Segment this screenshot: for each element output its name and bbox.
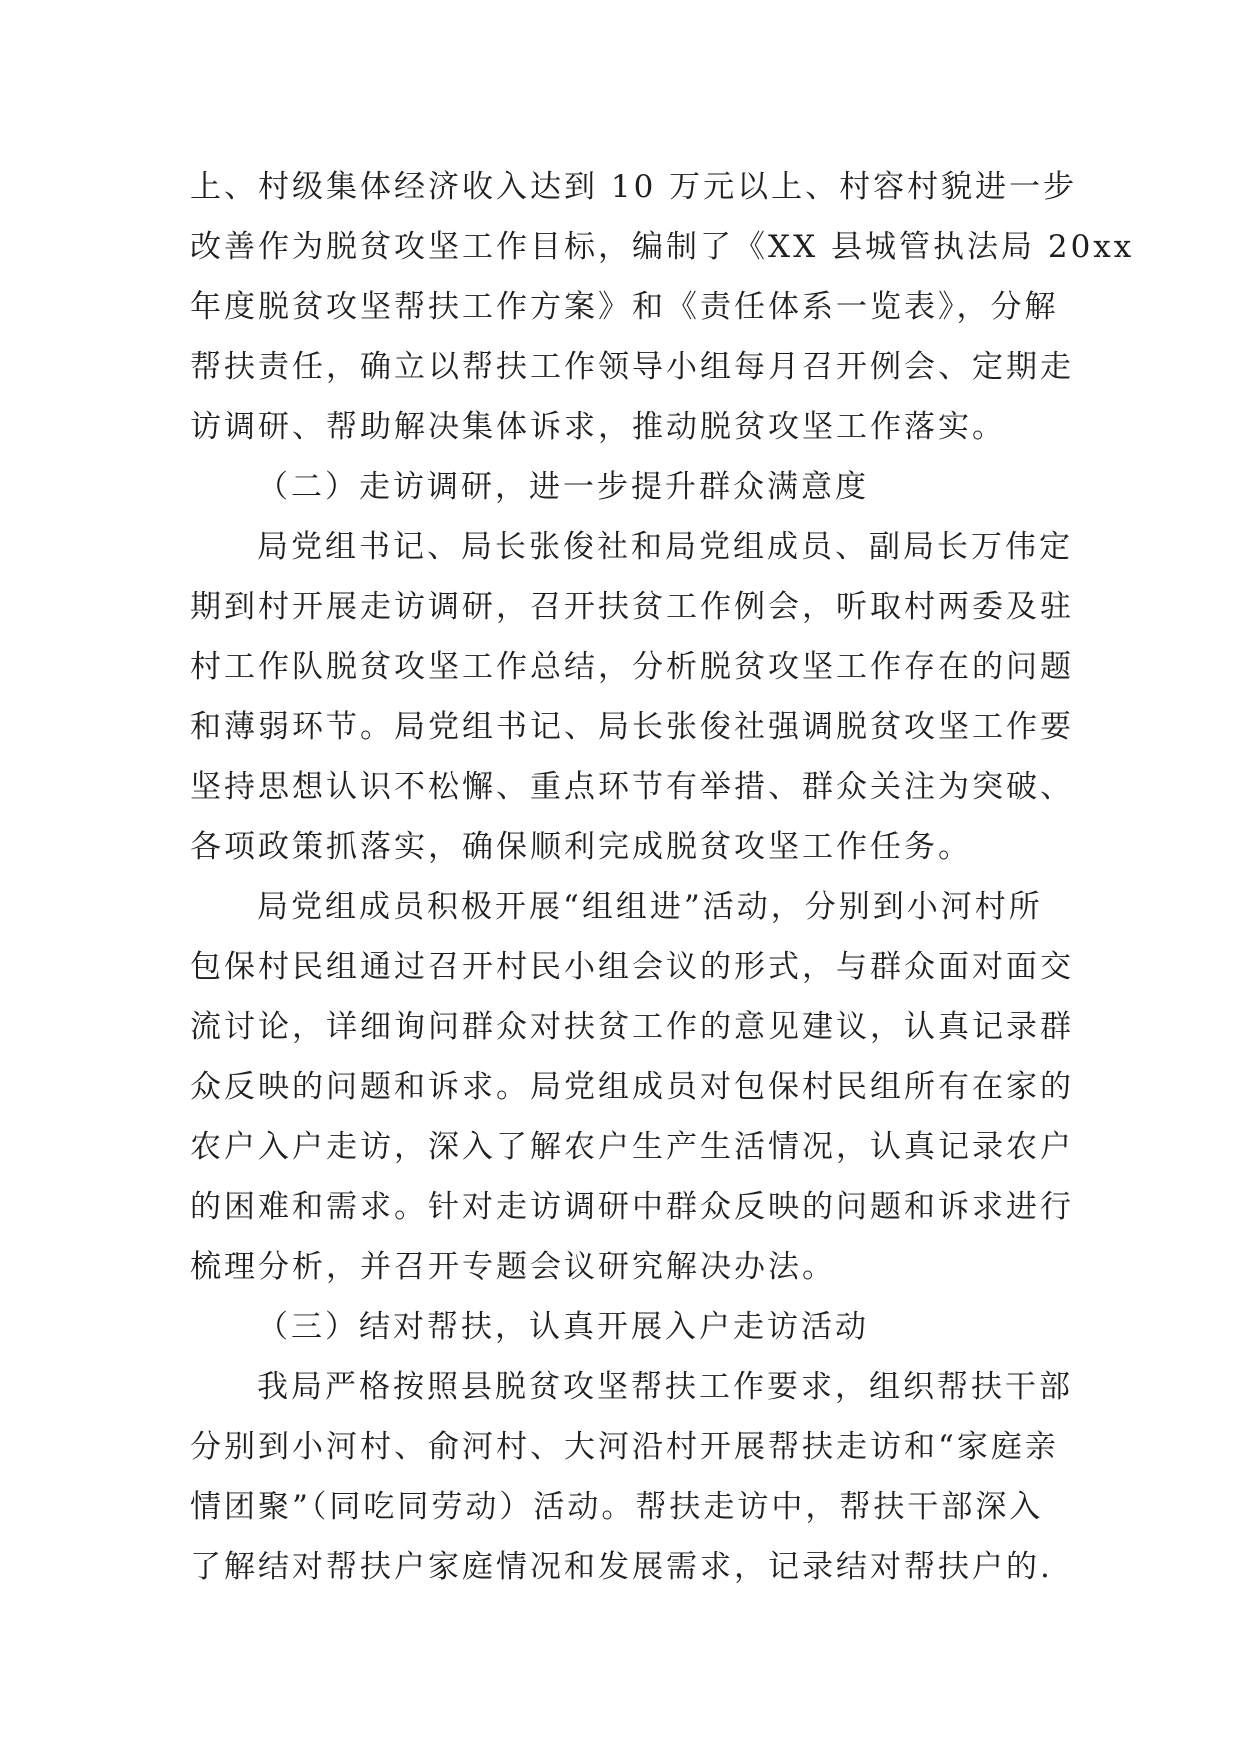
text-line: 流讨论，详细询问群众对扶贫工作的意见建议，认真记录群: [190, 1009, 1074, 1045]
text-line: 梳理分析，并召开专题会议研究解决办法。: [190, 1249, 836, 1285]
paragraph-start-line: 局党组书记、局长张俊社和局党组成员、副局长万伟定: [257, 529, 1073, 565]
text-line: 坚持思想认识不松懈、重点环节有举措、群众关注为突破、: [190, 769, 1074, 805]
text-line: 访调研、帮助解决集体诉求，推动脱贫攻坚工作落实。: [190, 409, 1006, 445]
text-line: 改善作为脱贫攻坚工作目标，编制了《XX 县城管执法局 20xx: [190, 229, 1135, 265]
text-line: 村工作队脱贫攻坚工作总结，分析脱贫攻坚工作存在的问题: [190, 649, 1074, 685]
text-line: 各项政策抓落实，确保顺利完成脱贫攻坚工作任务。: [190, 829, 972, 865]
text-line: 和薄弱环节。局党组书记、局长张俊社强调脱贫攻坚工作要: [190, 709, 1074, 745]
text-line: 分别到小河村、俞河村、大河沿村开展帮扶走访和“家庭亲: [190, 1429, 1059, 1465]
text-line: 情团聚”（同吃同劳动）活动。帮扶走访中，帮扶干部深入: [190, 1489, 1044, 1525]
section-heading: （二）走访调研，进一步提升群众满意度: [257, 469, 869, 505]
text-line: 期到村开展走访调研，召开扶贫工作例会，听取村两委及驻: [190, 589, 1074, 625]
document-body: [190, 157, 1135, 1597]
text-line: 的困难和需求。针对走访调研中群众反映的问题和诉求进行: [190, 1189, 1074, 1225]
paragraph-start-line: 局党组成员积极开展“组组进”活动，分别到小河村所: [257, 889, 1043, 925]
text-line: 年度脱贫攻坚帮扶工作方案》和《责任体系一览表》，分解: [190, 289, 1059, 325]
paragraph-start-line: 我局严格按照县脱贫攻坚帮扶工作要求，组织帮扶干部: [257, 1369, 1073, 1405]
text-line: 上、村级集体经济收入达到 10 万元以上、村容村貌进一步: [190, 169, 1078, 205]
section-heading: （三）结对帮扶，认真开展入户走访活动: [257, 1309, 869, 1345]
text-line: 帮扶责任，确立以帮扶工作领导小组每月召开例会、定期走: [190, 349, 1074, 385]
text-line: 农户入户走访，深入了解农户生产生活情况，认真记录农户: [190, 1129, 1074, 1165]
text-line: 了解结对帮扶户家庭情况和发展需求，记录结对帮扶户的.: [190, 1549, 1053, 1585]
text-line: 众反映的问题和诉求。局党组成员对包保村民组所有在家的: [190, 1069, 1074, 1105]
text-line: 包保村民组通过召开村民小组会议的形式，与群众面对面交: [190, 949, 1074, 985]
